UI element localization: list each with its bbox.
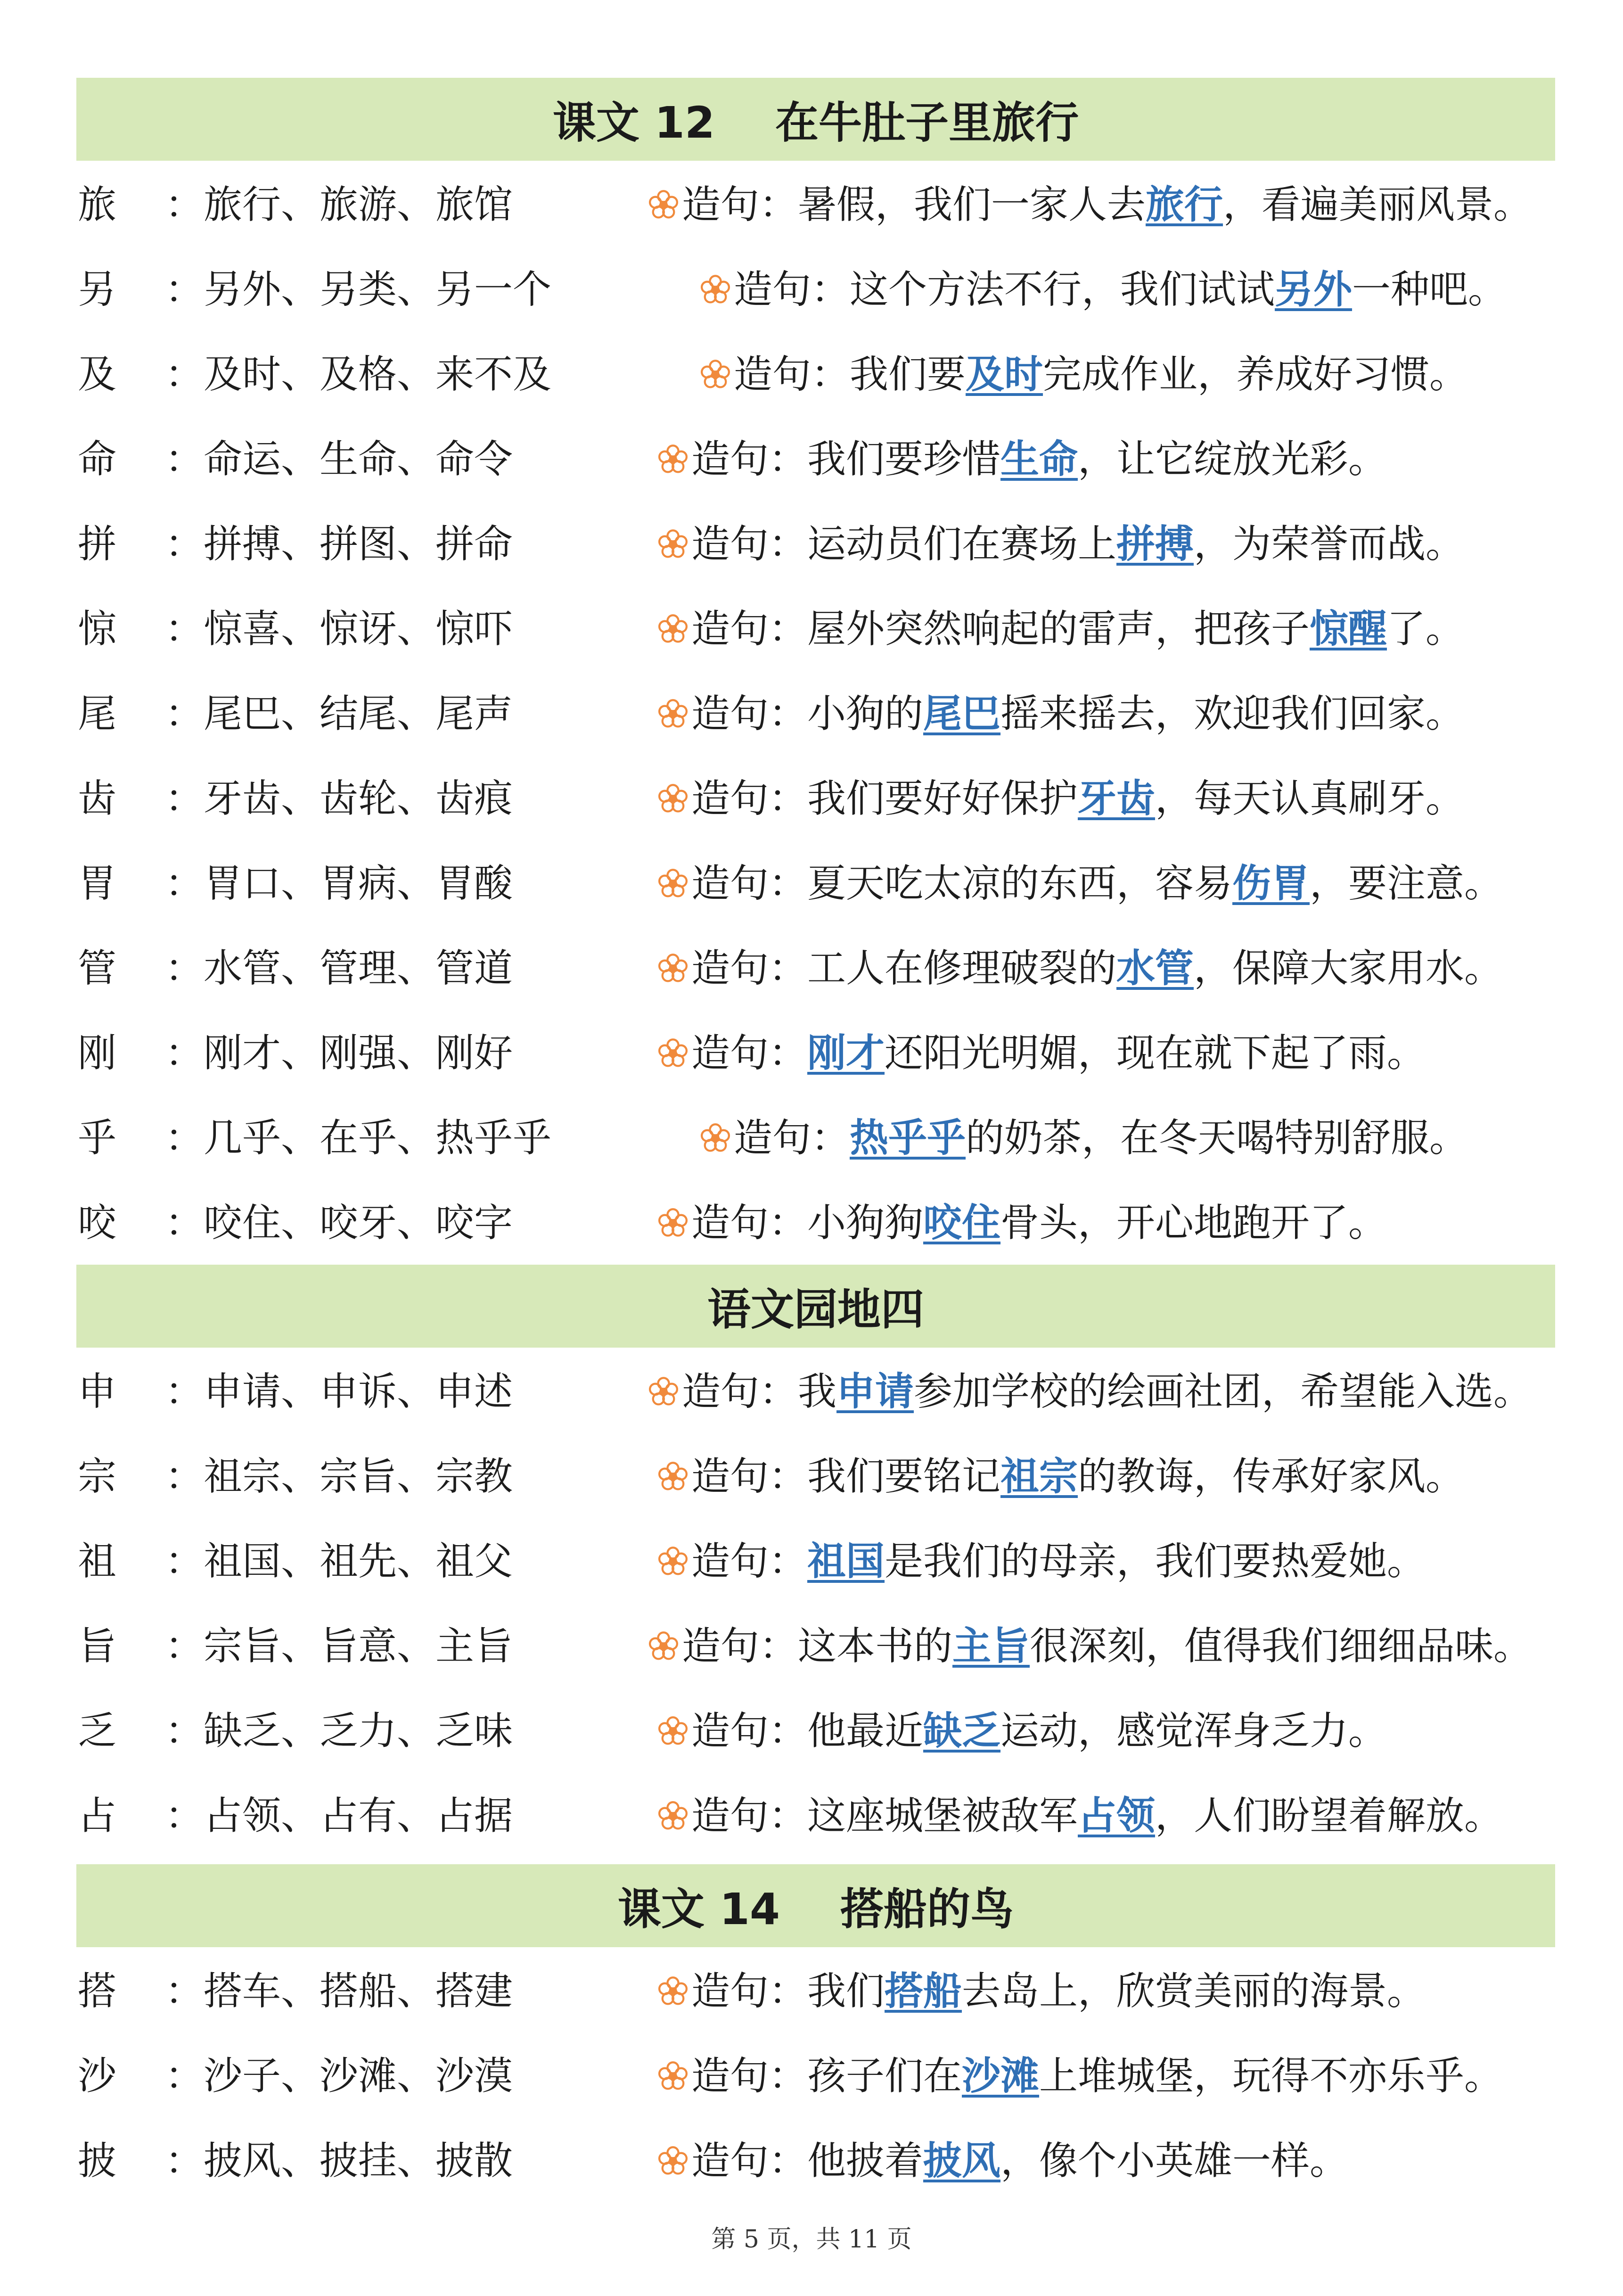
sentence-after: 参加学校的绘画社团，希望能入选。	[914, 1369, 1533, 1414]
highlighted-word: 缺乏	[923, 1709, 1001, 1753]
sentence-after: 很深刻，值得我们细细品味。	[1030, 1624, 1533, 1669]
highlighted-word: 另外	[1275, 267, 1352, 312]
vocab-words: ：咬住、咬牙、咬字	[165, 1201, 513, 1245]
flower-icon	[657, 1019, 689, 1050]
vocab-words: ：祖国、祖先、祖父	[165, 1539, 513, 1584]
vocab-row	[78, 1778, 1572, 1854]
sentence-label: 造句：	[691, 691, 808, 736]
vocab-character: 旨	[78, 1624, 117, 1669]
flower-icon	[657, 934, 689, 965]
vocab-row	[78, 2039, 1572, 2114]
vocab-row	[78, 1954, 1572, 2029]
flower-icon	[657, 679, 689, 710]
vocab-row	[78, 761, 1572, 837]
sentence-before: 小狗狗	[807, 1201, 924, 1245]
flower-icon	[648, 1357, 679, 1388]
sentence-after: ，让它绽放光彩。	[1078, 437, 1387, 482]
vocab-row	[78, 507, 1572, 582]
sentence-label: 造句：	[682, 1624, 798, 1669]
vocab-character: 胃	[78, 861, 117, 906]
sentence-label: 造句：	[734, 267, 850, 312]
sentence-after: 还阳光明媚，现在就下起了雨。	[885, 1031, 1426, 1076]
flower-icon	[657, 2041, 689, 2073]
highlighted-word: 刚才	[807, 1031, 885, 1076]
example-sentence	[700, 252, 1507, 328]
vocab-character: 沙	[78, 2054, 117, 2098]
vocab-character: 披	[78, 2139, 117, 2183]
highlighted-word: 咬住	[923, 1201, 1001, 1245]
vocab-words: ：命运、生命、命令	[165, 437, 513, 482]
vocab-character: 搭	[78, 1969, 117, 2014]
flower-icon	[657, 1188, 689, 1219]
sentence-before: 我们要珍惜	[807, 437, 1001, 482]
example-sentence	[657, 2039, 1503, 2114]
sentence-label: 造句：	[682, 182, 798, 227]
flower-icon	[657, 1696, 689, 1728]
sentence-after: 上堆城堡，玩得不亦乐乎。	[1039, 2054, 1503, 2098]
sentence-after: 骨头，开心地跑开了。	[1000, 1201, 1387, 1245]
example-sentence	[657, 931, 1503, 1006]
vocab-words: ：牙齿、齿轮、齿痕	[165, 776, 513, 821]
vocab-words: ：沙子、沙滩、沙漠	[165, 2054, 513, 2098]
sentence-before: 这本书的	[798, 1624, 953, 1669]
vocab-character: 乏	[78, 1709, 117, 1753]
vocab-row	[78, 676, 1572, 752]
vocab-character: 命	[78, 437, 117, 482]
vocab-row	[78, 422, 1572, 497]
highlighted-word: 占领	[1078, 1794, 1156, 1838]
sentence-after: ，要注意。	[1310, 861, 1503, 906]
flower-icon	[657, 1957, 689, 1988]
sentence-before: 工人在修理破裂的	[807, 946, 1117, 991]
vocab-words: ：水管、管理、管道	[165, 946, 513, 991]
example-sentence	[657, 1439, 1464, 1514]
sentence-label: 造句：	[691, 1709, 808, 1753]
highlighted-word: 及时	[966, 352, 1043, 397]
vocab-character: 申	[78, 1369, 117, 1414]
vocab-character: 乎	[78, 1116, 117, 1160]
vocab-character: 拼	[78, 522, 117, 567]
flower-icon	[700, 1103, 731, 1135]
vocab-words: ：刚才、刚强、刚好	[165, 1031, 513, 1076]
vocab-words: ：及时、及格、来不及	[165, 352, 552, 397]
sentence-after: 一种吧。	[1352, 267, 1507, 312]
sentence-before: 他最近	[807, 1709, 924, 1753]
vocab-character: 及	[78, 352, 117, 397]
sentence-after: 完成作业，养成好习惯。	[1043, 352, 1468, 397]
sentence-before: 夏天吃太凉的东西，容易	[807, 861, 1233, 906]
vocab-character: 祖	[78, 1539, 117, 1584]
flower-icon	[657, 425, 689, 456]
sentence-label: 造句：	[691, 2054, 808, 2098]
vocab-words: ：占领、占有、占据	[165, 1794, 513, 1838]
sentence-after: ，为荣誉而战。	[1194, 522, 1465, 567]
vocab-character: 咬	[78, 1201, 117, 1245]
vocab-words: ：另外、另类、另一个	[165, 267, 552, 312]
flower-icon	[700, 255, 731, 286]
vocab-row	[78, 1101, 1572, 1176]
sentence-after: 的教诲，传承好家风。	[1078, 1454, 1465, 1499]
example-sentence	[657, 592, 1464, 667]
highlighted-word: 祖国	[807, 1539, 885, 1584]
flower-icon	[657, 594, 689, 625]
vocab-character: 齿	[78, 776, 117, 821]
vocab-row	[78, 1609, 1572, 1684]
sentence-after: 运动，感觉浑身乏力。	[1000, 1709, 1387, 1753]
flower-icon	[648, 1612, 679, 1643]
example-sentence	[657, 676, 1464, 752]
sentence-after: ，每天认真刷牙。	[1155, 776, 1465, 821]
sentence-before: 暑假，我们一家人去	[798, 182, 1146, 227]
flower-icon	[657, 1527, 689, 1558]
sentence-label: 造句：	[691, 861, 808, 906]
example-sentence	[657, 422, 1387, 497]
flower-icon	[657, 764, 689, 795]
sentence-before: 孩子们在	[807, 2054, 962, 2098]
flower-icon	[657, 1442, 689, 1473]
vocab-character: 惊	[78, 607, 117, 651]
vocab-row	[78, 337, 1572, 412]
vocab-words: ：惊喜、惊讶、惊吓	[165, 607, 513, 651]
vocab-row	[78, 931, 1572, 1006]
vocab-row	[78, 167, 1572, 243]
sentence-label: 造句：	[691, 776, 808, 821]
highlighted-word: 披风	[923, 2139, 1001, 2183]
highlighted-word: 尾巴	[923, 691, 1001, 736]
sentence-before: 他披着	[807, 2139, 924, 2183]
vocab-character: 另	[78, 267, 117, 312]
example-sentence	[657, 1524, 1426, 1599]
example-sentence	[657, 1954, 1426, 2029]
highlighted-word: 旅行	[1146, 182, 1223, 227]
vocab-words: ：缺乏、乏力、乏味	[165, 1709, 513, 1753]
vocab-words: ：披风、披挂、披散	[165, 2139, 513, 2183]
vocab-row	[78, 1439, 1572, 1514]
flower-icon	[657, 1781, 689, 1812]
sentence-label: 造句：	[691, 1794, 808, 1838]
sentence-label: 造句：	[691, 1201, 808, 1245]
sentence-label: 造句：	[691, 2139, 808, 2183]
sentence-before: 我们	[807, 1969, 885, 2014]
example-sentence	[648, 1609, 1532, 1684]
example-sentence	[648, 1354, 1532, 1430]
vocab-words: ：拼搏、拼图、拼命	[165, 522, 513, 567]
vocab-character: 旅	[78, 182, 117, 227]
highlighted-word: 主旨	[952, 1624, 1030, 1669]
sentence-after: 摇来摇去，欢迎我们回家。	[1000, 691, 1465, 736]
vocab-row	[78, 2123, 1572, 2199]
vocab-character: 刚	[78, 1031, 117, 1076]
sentence-before: 我们要铭记	[807, 1454, 1001, 1499]
vocab-words: ：旅行、旅游、旅馆	[165, 182, 513, 227]
vocab-row	[78, 1524, 1572, 1599]
flower-icon	[648, 170, 679, 201]
vocab-row	[78, 252, 1572, 328]
section-header-lesson-12: 课文 12 在牛肚子里旅行	[76, 78, 1555, 161]
vocab-words: ：尾巴、结尾、尾声	[165, 691, 513, 736]
sentence-label: 造句：	[691, 437, 808, 482]
sentence-label: 造句：	[691, 1031, 808, 1076]
example-sentence	[657, 1778, 1503, 1854]
page-footer: 第 5 页，共 11 页	[711, 2225, 912, 2254]
sentence-before: 屋外突然响起的雷声，把孩子	[807, 607, 1310, 651]
vocab-words: ：胃口、胃病、胃酸	[165, 861, 513, 906]
sentence-after: 是我们的母亲，我们要热爱她。	[885, 1539, 1426, 1584]
sentence-before: 小狗的	[807, 691, 924, 736]
vocab-row	[78, 1016, 1572, 1091]
vocab-words: ：申请、申诉、申述	[165, 1369, 513, 1414]
sentence-label: 造句：	[734, 352, 850, 397]
vocab-character: 占	[78, 1794, 117, 1838]
sentence-after: ，看遍美丽风景。	[1223, 182, 1533, 227]
highlighted-word: 生命	[1000, 437, 1078, 482]
vocab-character: 管	[78, 946, 117, 991]
example-sentence	[657, 2123, 1348, 2199]
sentence-before: 我们要	[850, 352, 966, 397]
vocab-words: ：祖宗、宗旨、宗教	[165, 1454, 513, 1499]
sentence-before: 这个方法不行，我们试试	[850, 267, 1275, 312]
highlighted-word: 牙齿	[1078, 776, 1156, 821]
sentence-before: 我们要好好保护	[807, 776, 1078, 821]
sentence-label: 造句：	[691, 1454, 808, 1499]
example-sentence	[657, 1016, 1426, 1091]
example-sentence	[657, 761, 1464, 837]
example-sentence	[657, 1694, 1387, 1769]
highlighted-word: 祖宗	[1000, 1454, 1078, 1499]
flower-icon	[657, 2126, 689, 2157]
vocab-words: ：宗旨、旨意、主旨	[165, 1624, 513, 1669]
highlighted-word: 热乎乎	[850, 1116, 966, 1160]
highlighted-word: 沙滩	[962, 2054, 1040, 2098]
sentence-after: 了。	[1387, 607, 1465, 651]
sentence-label: 造句：	[734, 1116, 850, 1160]
example-sentence	[700, 337, 1468, 412]
sentence-label: 造句：	[691, 1969, 808, 2014]
highlighted-word: 伤胃	[1232, 861, 1310, 906]
vocab-words: ：搭车、搭船、搭建	[165, 1969, 513, 2014]
sentence-label: 造句：	[682, 1369, 798, 1414]
highlighted-word: 搭船	[885, 1969, 962, 2014]
highlighted-word: 拼搏	[1116, 522, 1194, 567]
example-sentence	[700, 1101, 1468, 1176]
vocab-words: ：几乎、在乎、热乎乎	[165, 1116, 552, 1160]
vocab-character: 宗	[78, 1454, 117, 1499]
vocab-row	[78, 1185, 1572, 1261]
highlighted-word: 申请	[836, 1369, 914, 1414]
sentence-after: ，像个小英雄一样。	[1000, 2139, 1349, 2183]
sentence-label: 造句：	[691, 607, 808, 651]
flower-icon	[657, 510, 689, 541]
section-header-lesson-14: 课文 14 搭船的鸟	[76, 1864, 1555, 1947]
section-header-chinese-garden-4: 语文园地四	[76, 1265, 1555, 1348]
example-sentence	[657, 846, 1503, 922]
sentence-before: 我	[798, 1369, 837, 1414]
example-sentence	[657, 507, 1464, 582]
vocab-character: 尾	[78, 691, 117, 736]
sentence-before: 运动员们在赛场上	[807, 522, 1117, 567]
sentence-before: 这座城堡被敌军	[807, 1794, 1078, 1838]
flower-icon	[657, 849, 689, 880]
vocab-row	[78, 592, 1572, 667]
sentence-after: ，人们盼望着解放。	[1155, 1794, 1503, 1838]
sentence-after: 去岛上，欣赏美丽的海景。	[962, 1969, 1426, 2014]
sentence-label: 造句：	[691, 946, 808, 991]
sentence-after: 的奶茶，在冬天喝特别舒服。	[966, 1116, 1468, 1160]
example-sentence	[648, 167, 1532, 243]
vocab-row	[78, 1694, 1572, 1769]
highlighted-word: 惊醒	[1310, 607, 1387, 651]
highlighted-word: 水管	[1116, 946, 1194, 991]
vocab-row	[78, 846, 1572, 922]
sentence-label: 造句：	[691, 1539, 808, 1584]
example-sentence	[657, 1185, 1387, 1261]
sentence-after: ，保障大家用水。	[1194, 946, 1503, 991]
sentence-label: 造句：	[691, 522, 808, 567]
flower-icon	[700, 340, 731, 371]
vocab-row	[78, 1354, 1572, 1430]
